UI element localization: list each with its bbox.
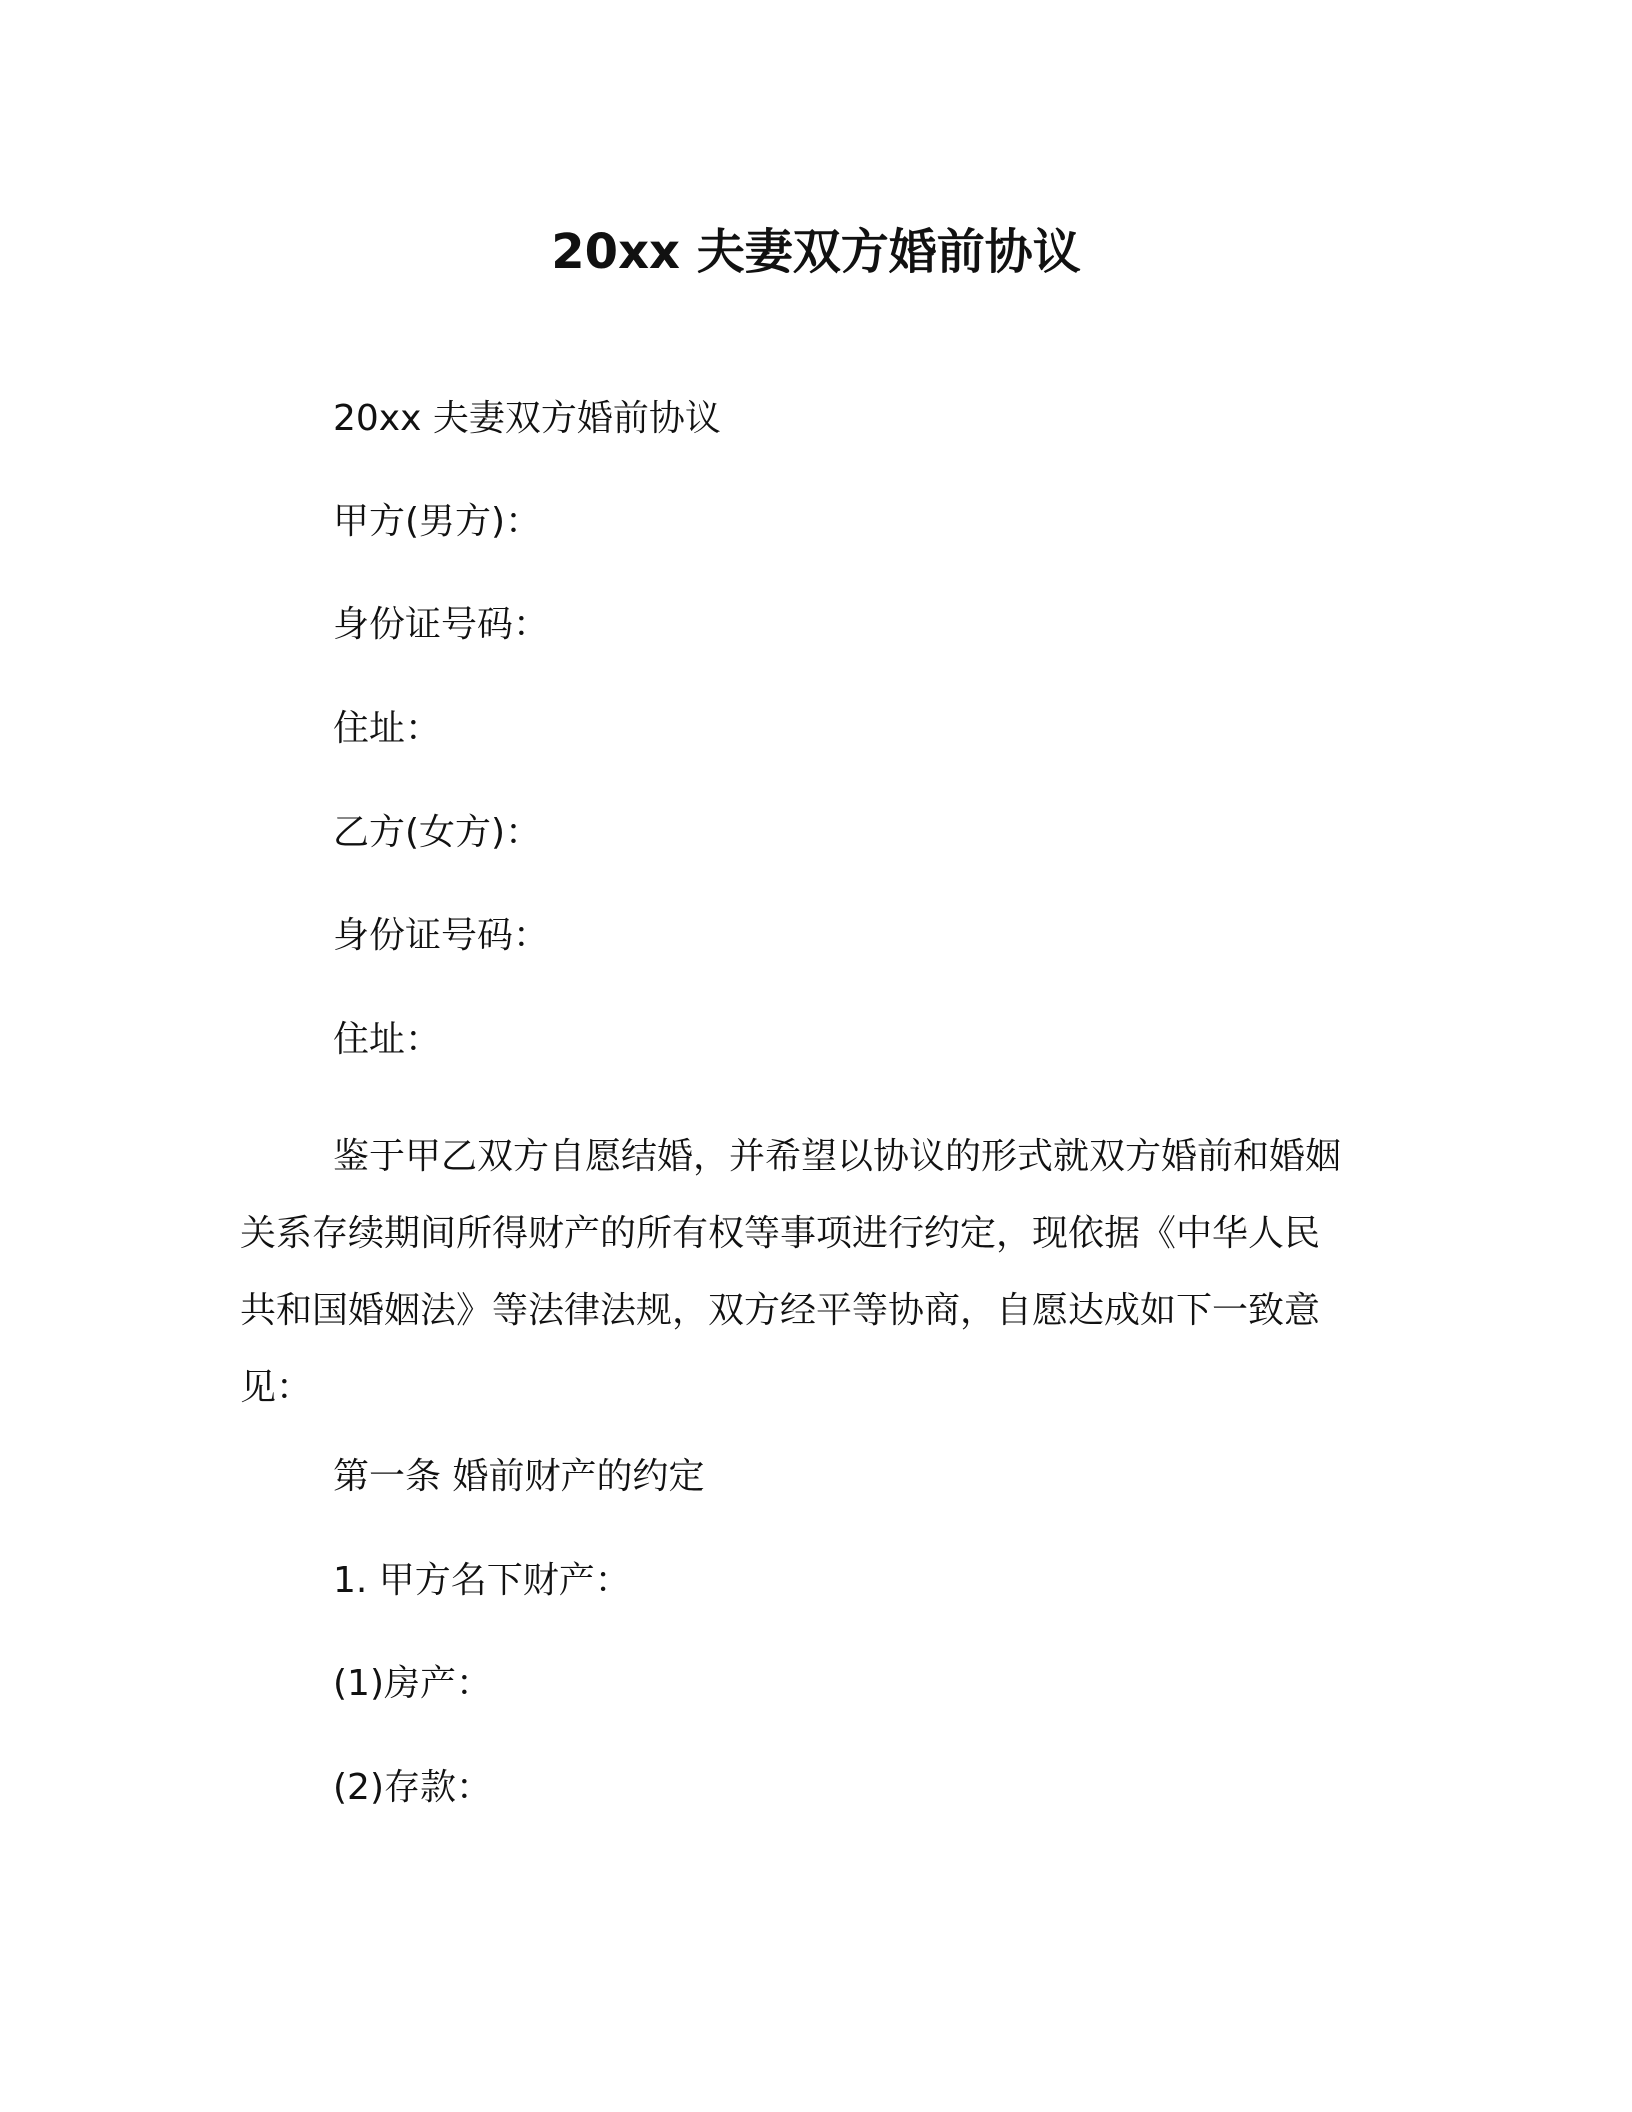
- party-b-address-label: 住址：: [333, 1019, 442, 1060]
- document-title: 20xx 夫妻双方婚前协议: [551, 224, 1081, 280]
- party-b-label: 乙方(女方)：: [333, 812, 542, 853]
- document-subtitle: 20xx 夫妻双方婚前协议: [333, 398, 721, 439]
- party-a-label: 甲方(男方)：: [333, 501, 542, 542]
- preamble-line: 鉴于甲乙双方自愿结婚，并希望以协议的形式就双方婚前和婚姻: [333, 1136, 1342, 1177]
- item-1-1-label: (1)房产：: [333, 1663, 492, 1704]
- party-b-id-label: 身份证号码：: [333, 915, 550, 956]
- preamble-line: 关系存续期间所得财产的所有权等事项进行约定，现依据《中华人民: [240, 1213, 1321, 1254]
- item-1-2-label: (2)存款：: [333, 1767, 492, 1808]
- preamble-paragraph: [240, 1118, 1380, 1426]
- party-a-address-label: 住址：: [333, 708, 442, 749]
- preamble-line: 见：: [240, 1367, 313, 1408]
- party-a-id-label: 身份证号码：: [333, 604, 550, 645]
- preamble-line: 共和国婚姻法》等法律法规，双方经平等协商，自愿达成如下一致意: [240, 1290, 1321, 1331]
- article-1-heading: 第一条 婚前财产的约定: [333, 1456, 705, 1497]
- item-1-label: 1. 甲方名下财产：: [333, 1560, 631, 1601]
